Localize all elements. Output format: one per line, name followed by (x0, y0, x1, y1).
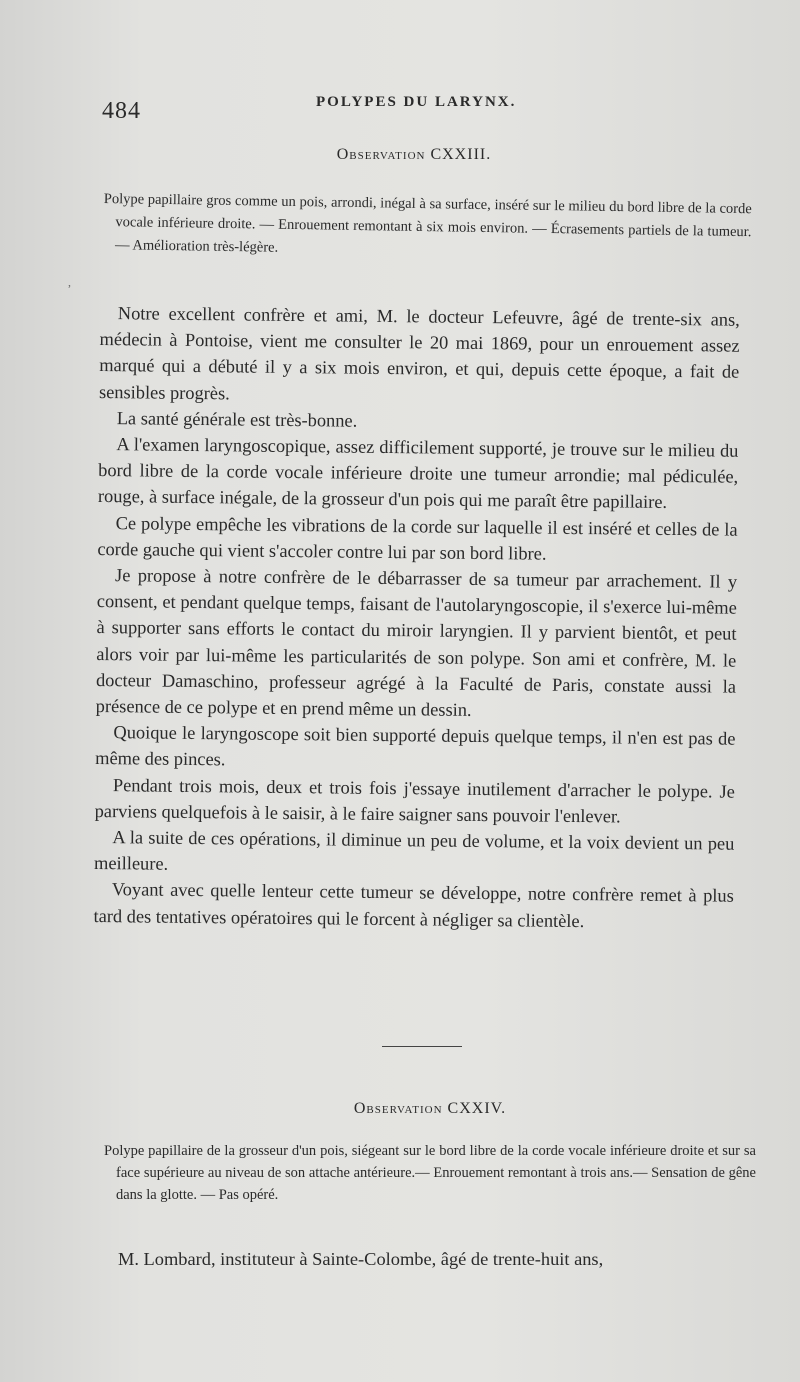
observation-summary: Polype papillaire gros comme un pois, arrondi, inégal à sa surface, inséré sur le milieu du bord libre de la corde vocale inférieure droite. — Enrouement remontant à six mois environ. — Écrasements partiels de la tumeur. — Amélioration très-légère. (103, 190, 752, 256)
paragraph: Je propose à notre confrère de le débarrasser de sa tumeur par arrachement. Il y consent, et pendant quelque temps, faisant de l'autolaryngoscopie, il s'exerce lui-même à supporter sans efforts le contact du miroir laryngien. Il y parvient bientôt, et peut alors voir par lui-même les particularités de son polype. Son ami et confrère, M. le docteur Damaschino, professeur agrégé à la Faculté de Paris, constate aussi la présence de ce polype et en prend même un dessin. (95, 565, 738, 720)
paragraph: Voyant avec quelle lenteur cette tumeur se développe, notre confrère remet à plus tard des tentatives opératoires qui le forcent à négliger sa clientèle. (93, 879, 734, 931)
paragraph: Pendant trois mois, deux et trois fois j'essaye inutilement d'arracher le polype. Je parviens quelquefois à le saisir, à le faire saigner sans pouvoir l'enlever. (94, 774, 735, 827)
running-head: POLYPES DU LARYNX. (316, 94, 517, 110)
observation-summary: Polype papillaire de la grosseur d'un pois, siégeant sur le bord libre de la corde vocale inférieure droite et sur sa face supérieure au niveau de son attache antérieure.— Enrouement remontant à trois ans.— Sensation de gêne dans la glotte. — Pas opéré. (104, 1143, 756, 1203)
margin-mark: , (68, 275, 71, 289)
section-divider (382, 1046, 462, 1047)
paragraph: Ce polype empêche les vibrations de la corde sur laquelle il est inséré et celles de la corde gauche qui vient s'accoler contre lui par son bord libre. (97, 512, 738, 564)
paragraph: A l'examen laryngoscopique, assez difficilement supporté, je trouve sur le milieu du bord libre de la corde vocale inférieure droite une tumeur arrondie; mal pédiculée, rouge, à surface inégale, de la grosseur d'un pois qui me paraît être papillaire. (97, 434, 739, 513)
paragraph: Quoique le laryngoscope soit bien supporté depuis quelque temps, il n'en est pas de même des pinces. (95, 722, 736, 770)
observation-title: Observation CXXIV. (353, 1100, 507, 1117)
page-number: 484 (102, 98, 141, 124)
paragraph: A la suite de ces opérations, il diminue un peu de volume, et la voix devient un peu meilleure. (93, 827, 735, 875)
observation-body (100, 1246, 740, 1272)
paragraph: La santé générale est très-bonne. (116, 407, 358, 431)
observation-body (93, 300, 740, 936)
paragraph: M. Lombard, instituteur à Sainte-Colombe, âgé de trente-huit ans, (118, 1249, 604, 1269)
paragraph: Notre excellent confrère et ami, M. le docteur Lefeuvre, âgé de trente-six ans, médecin à Pontoise, vient me consulter le 20 mai 1869, pour un enrouement assez marqué qui a débuté il y a six mois environ, et qui, depuis cette époque, a fait de sensibles progrès. (98, 303, 740, 403)
observation-title: Observation CXXIII. (336, 146, 492, 163)
